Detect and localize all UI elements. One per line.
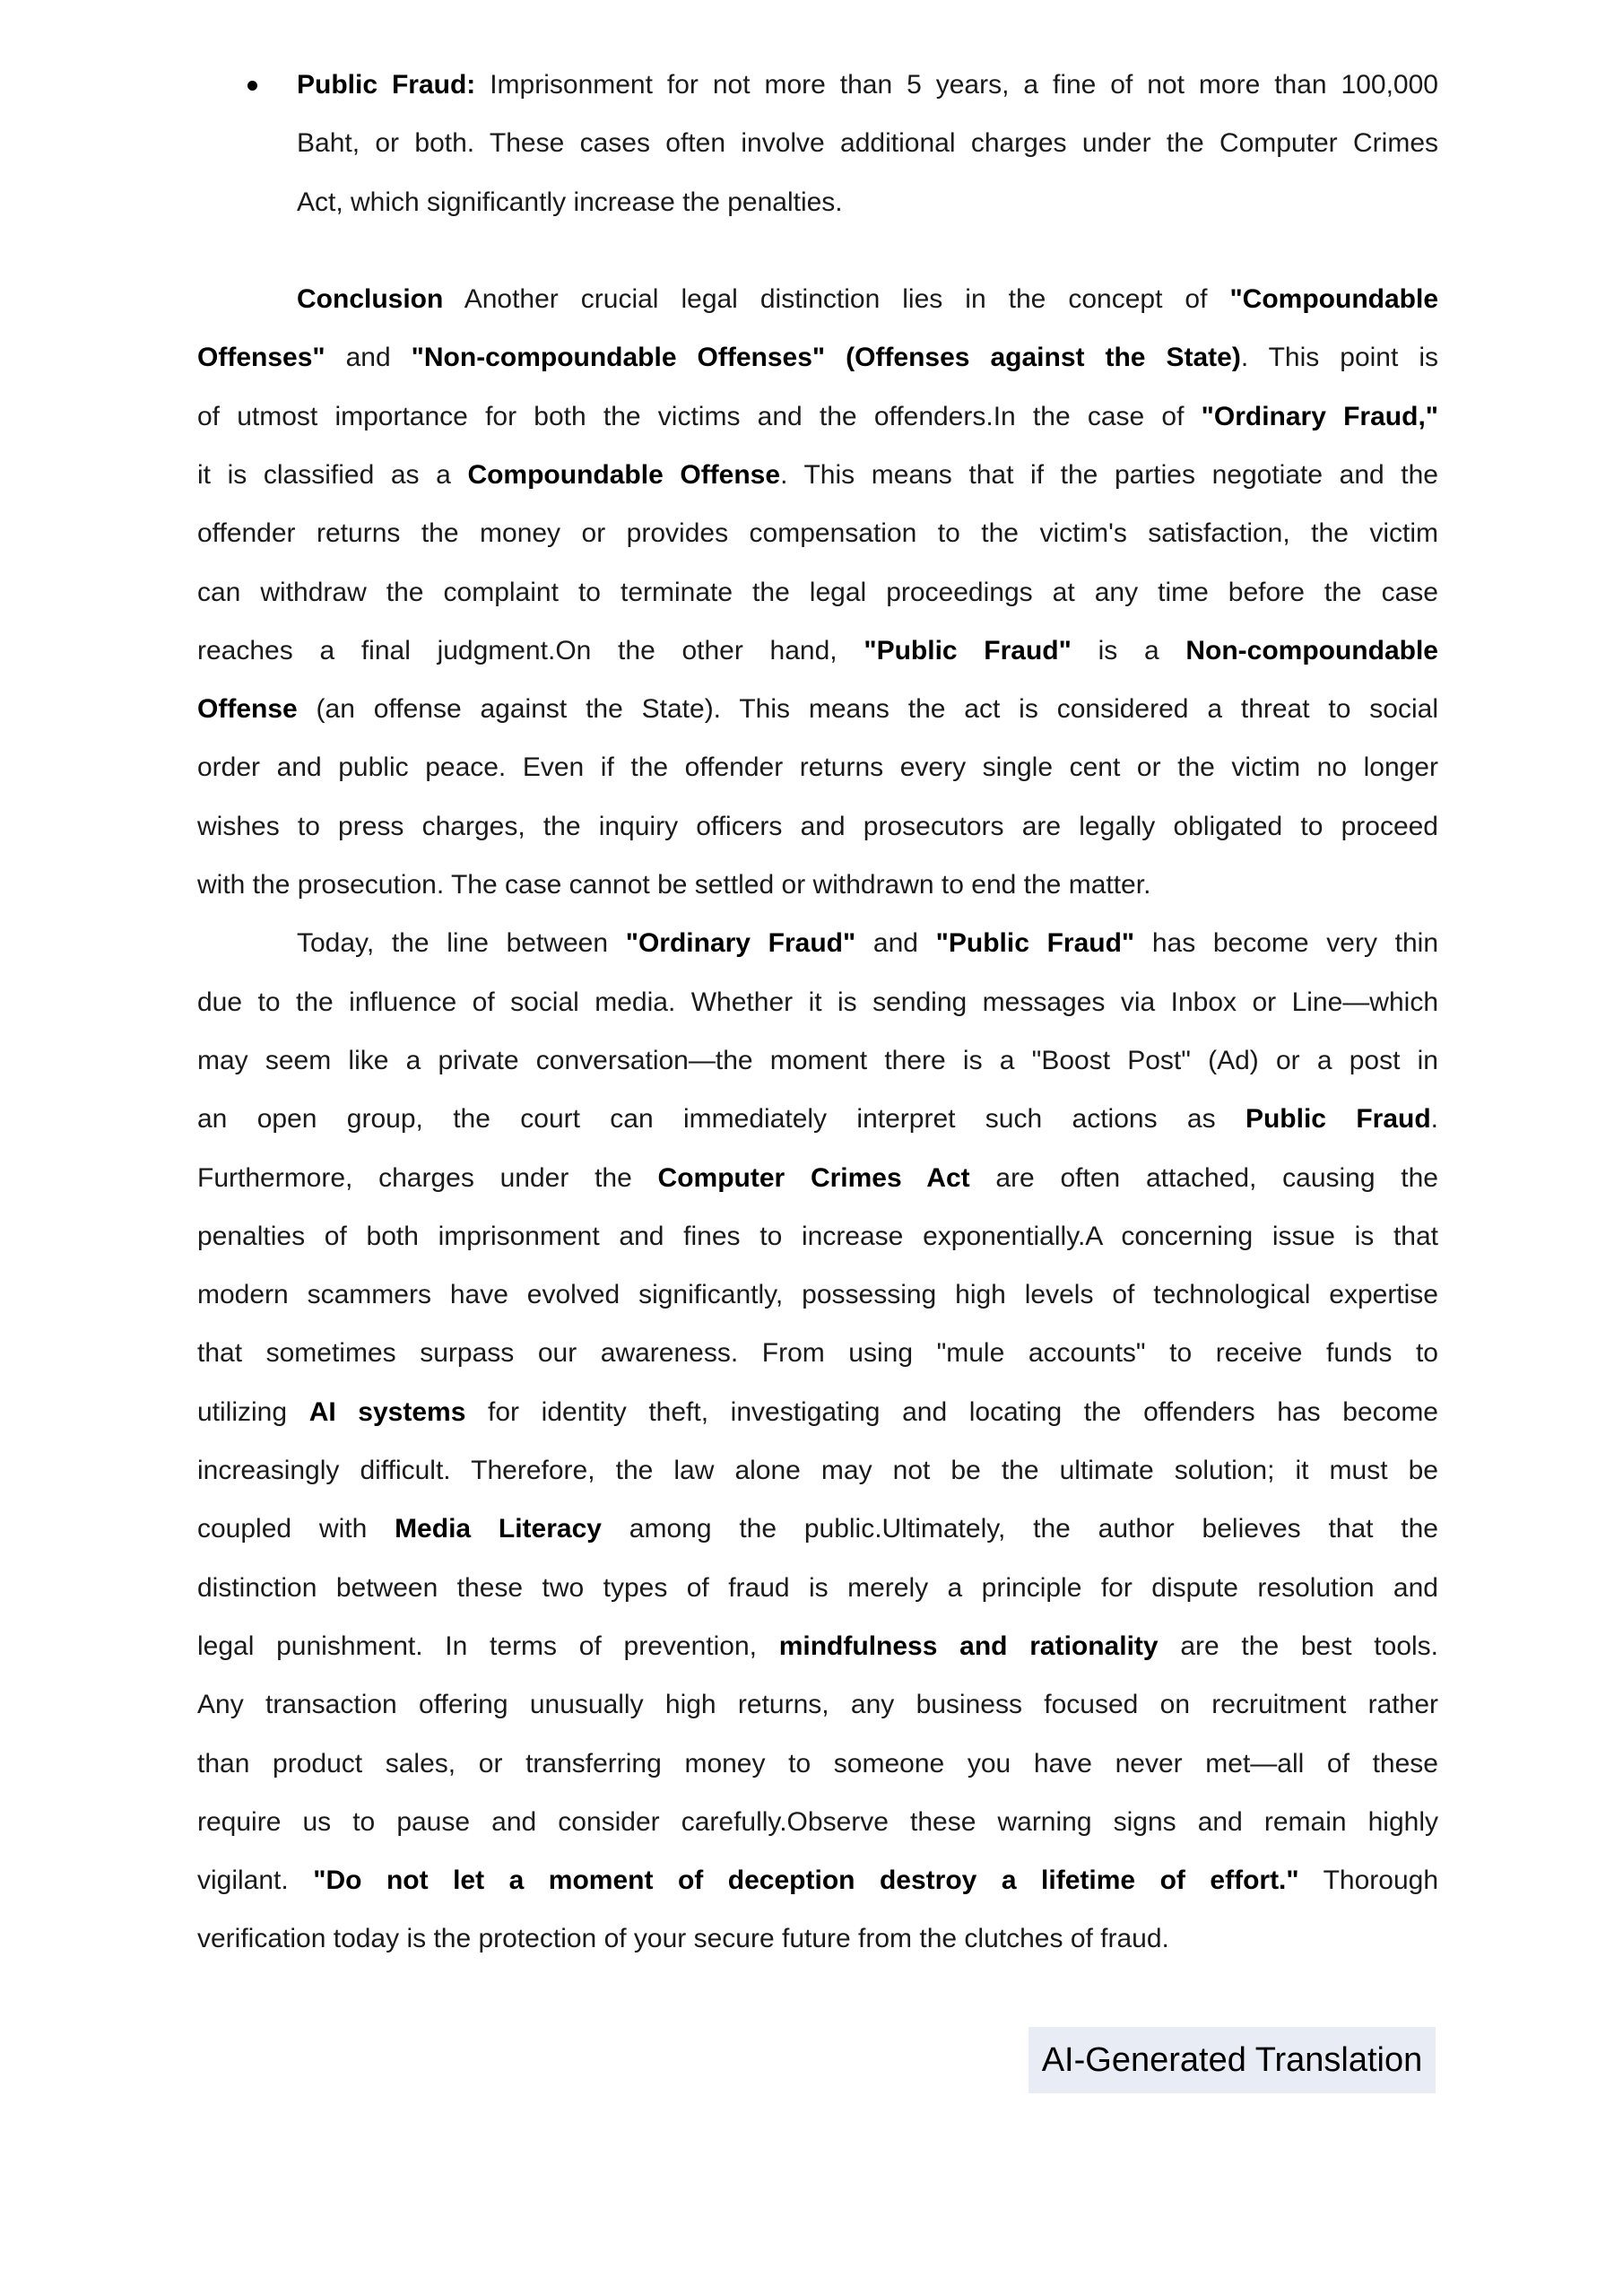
body-text: Today, the line between — [297, 928, 626, 959]
body-text: (an offense against the State). This means the act is considered a threat to social — [297, 694, 1438, 725]
paragraph-line — [197, 1090, 1438, 1149]
body-text: increasingly difficult. Therefore, the law alone may not be the ultimate solution; it must be — [197, 1456, 1438, 1485]
paragraph-line — [197, 856, 1438, 915]
bullet-line — [297, 173, 1438, 232]
body-text: coupled with — [197, 1514, 395, 1544]
body-text: may seem like a private conversation—the moment there is a "Boost Post" (Ad) or a post in — [197, 1045, 1438, 1075]
body-text: offender returns the money or provides compensation to the victim's satisfaction, the victim — [197, 518, 1438, 549]
body-text: wishes to press charges, the inquiry officers and prosecutors are legally obligated to proceed — [197, 811, 1438, 841]
body-text: Any transaction offering unusually high returns, any business focused on recruitment rather — [197, 1690, 1438, 1720]
paragraph-line — [197, 328, 1438, 387]
bold-text: Compoundable Offense — [467, 459, 781, 490]
body-text: are often attached, causing the — [969, 1162, 1438, 1193]
body-text: order and public peace. Even if the offender returns every single cent or the victim no longer — [197, 752, 1438, 783]
paragraph-line — [197, 504, 1438, 563]
body-text: an open group, the court can immediately interpret such actions as — [197, 1104, 1245, 1135]
paragraph-line — [197, 1793, 1438, 1852]
body-text: that sometimes surpass our awareness. From using "mule accounts" to receive funds to — [197, 1338, 1438, 1369]
bold-text: Non-compoundable — [1185, 635, 1438, 665]
body-text: is a — [1071, 635, 1186, 665]
paragraph-line — [197, 1617, 1438, 1676]
paragraph-line — [197, 680, 1438, 739]
body-text: Another crucial legal distinction lies in the concept of — [443, 284, 1230, 314]
body-text: Act, which significantly increase the penalties. — [297, 187, 843, 217]
body-text: legal punishment. In terms of prevention, — [197, 1631, 779, 1661]
body-text: vigilant. — [197, 1866, 314, 1896]
bold-text: "Ordinary Fraud," — [1201, 401, 1439, 431]
paragraph-line — [197, 1500, 1438, 1559]
bold-text: Offenses" — [197, 343, 325, 373]
bold-text: Media Literacy — [395, 1514, 602, 1544]
paragraph-line — [197, 1441, 1438, 1500]
body-text: can withdraw the complaint to terminate the legal proceedings at any time before the case — [197, 577, 1438, 607]
bold-text: "Public Fraud" — [864, 635, 1072, 665]
body-text: verification today is the protection of your secure future from the clutches of fraud. — [197, 1924, 1169, 1954]
bold-text: Conclusion — [297, 284, 444, 314]
paragraph-line — [197, 1675, 1438, 1735]
paragraph-line — [197, 1265, 1438, 1325]
paragraph-line — [197, 446, 1438, 505]
body-text: Thorough — [1298, 1866, 1439, 1896]
body-text: due to the influence of social media. Whether it is sending messages via Inbox or Line—which — [197, 987, 1438, 1017]
body-text: it is classified as a — [197, 459, 468, 490]
body-text: for identity theft, investigating and locating the offenders has become — [465, 1396, 1438, 1427]
paragraph-line — [197, 738, 1438, 797]
body-text: with the prosecution. The case cannot be settled or withdrawn to end the matter. — [197, 870, 1151, 900]
paragraph-line — [197, 1383, 1438, 1442]
bullet-line — [297, 56, 1438, 115]
paragraph-line — [297, 270, 1438, 329]
body-text: Imprisonment for not more than 5 years, a fine of not more than 100,000 — [475, 70, 1438, 100]
body-text: and — [325, 343, 412, 373]
ai-translation-badge: AI-Generated Translation — [1028, 2027, 1436, 2093]
body-text: than product sales, or transferring money to someone you have never met—all of these — [197, 1748, 1438, 1779]
bold-text: "Compoundable — [1229, 284, 1438, 314]
bold-text: "Non-compoundable Offenses" (Offenses against the State) — [411, 343, 1241, 373]
paragraph-line — [197, 1851, 1438, 1910]
bullet-icon — [247, 81, 257, 91]
body-text: . This point is — [1240, 343, 1438, 373]
body-text: require us to pause and consider carefully.Observe these warning signs and remain highly — [197, 1806, 1438, 1837]
body-text: Baht, or both. These cases often involve additional charges under the Computer Crimes — [297, 128, 1438, 159]
body-text: Furthermore, charges under the — [197, 1162, 658, 1193]
bold-text: mindfulness and rationality — [778, 1631, 1159, 1661]
paragraph-line — [197, 387, 1438, 447]
paragraph-line — [197, 973, 1438, 1032]
paragraph-line — [197, 1149, 1438, 1208]
paragraph-line — [197, 563, 1438, 622]
body-text: reaches a final judgment.On the other hand, — [197, 635, 864, 665]
bold-text: "Ordinary Fraud" — [625, 928, 856, 959]
body-text: . This means that if the parties negotiate and the — [780, 459, 1438, 490]
bullet-line — [297, 114, 1438, 173]
bold-text: "Public Fraud" — [935, 928, 1135, 959]
bold-text: AI systems — [308, 1396, 466, 1427]
paragraph-line — [197, 1207, 1438, 1266]
bold-text: Offense — [197, 694, 298, 725]
body-text: of utmost importance for both the victims and the offenders.In the case of — [197, 401, 1202, 431]
body-text: has become very thin — [1134, 928, 1439, 959]
body-text: modern scammers have evolved significantly, possessing high levels of technological expertise — [197, 1280, 1438, 1310]
bold-text: Public Fraud — [1245, 1104, 1431, 1135]
bold-text: "Do not let a moment of deception destroy a lifetime of effort." — [313, 1866, 1299, 1896]
paragraph-line — [197, 1909, 1438, 1969]
bold-text: Computer Crimes Act — [657, 1162, 970, 1193]
paragraph-line — [197, 622, 1438, 681]
body-text: utilizing — [197, 1396, 309, 1427]
body-text: among the public.Ultimately, the author believes that the — [601, 1514, 1438, 1544]
body-text: . — [1430, 1104, 1438, 1135]
body-text: are the best tools. — [1158, 1631, 1439, 1661]
paragraph-line — [197, 1031, 1438, 1091]
paragraph-line — [197, 1735, 1438, 1794]
body-text: and — [855, 928, 936, 959]
paragraph-line — [297, 914, 1438, 973]
body-text: penalties of both imprisonment and fines to increase exponentially.A concerning issue is that — [197, 1221, 1438, 1251]
paragraph-line — [197, 797, 1438, 857]
body-text: distinction between these two types of fraud is merely a principle for dispute resolution and — [197, 1572, 1438, 1603]
bold-text: Public Fraud: — [297, 70, 476, 100]
paragraph-line — [197, 1559, 1438, 1618]
paragraph-line — [197, 1324, 1438, 1383]
